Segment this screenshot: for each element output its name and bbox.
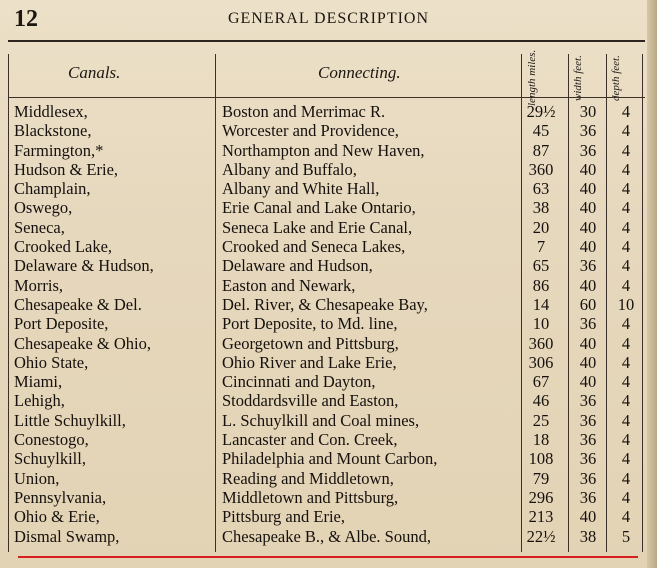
cell-depth: 4 bbox=[621, 314, 631, 334]
cell-width: 36 bbox=[579, 140, 597, 160]
canal-table-body bbox=[0, 102, 657, 546]
table-row bbox=[0, 121, 657, 140]
cell-width: 40 bbox=[579, 352, 597, 372]
cell-length: 360 bbox=[528, 159, 554, 179]
cell-connecting: Cincinnati and Dayton, bbox=[222, 372, 376, 392]
cell-connecting: Seneca Lake and Erie Canal, bbox=[222, 217, 413, 237]
cell-connecting: Ohio River and Lake Erie, bbox=[222, 352, 397, 372]
cell-connecting: Albany and White Hall, bbox=[222, 179, 380, 199]
column-header-width: width feet. bbox=[572, 55, 584, 101]
cell-connecting: Philadelphia and Mount Carbon, bbox=[222, 449, 438, 469]
cell-connecting: Port Deposite, to Md. line, bbox=[222, 314, 398, 334]
cell-connecting: Middletown and Pittsburg, bbox=[222, 487, 399, 507]
cell-connecting: Crooked and Seneca Lakes, bbox=[222, 237, 406, 257]
table-row bbox=[0, 372, 657, 391]
cell-width: 40 bbox=[579, 217, 597, 237]
red-underline bbox=[18, 556, 638, 558]
cell-connecting: Erie Canal and Lake Ontario, bbox=[222, 198, 416, 218]
cell-canal: Delaware & Hudson, bbox=[14, 256, 154, 276]
cell-depth: 4 bbox=[621, 159, 631, 179]
cell-depth: 5 bbox=[621, 526, 631, 546]
cell-connecting: Chesapeake B., & Albe. Sound, bbox=[222, 526, 431, 546]
cell-canal: Chesapeake & Del. bbox=[14, 294, 142, 314]
table-row bbox=[0, 256, 657, 275]
cell-canal: Seneca, bbox=[14, 217, 65, 237]
cell-depth: 4 bbox=[621, 237, 631, 257]
table-row bbox=[0, 160, 657, 179]
cell-canal: Miami, bbox=[14, 372, 63, 392]
cell-width: 36 bbox=[579, 468, 597, 488]
cell-canal: Oswego, bbox=[14, 198, 73, 218]
cell-length: 108 bbox=[528, 449, 554, 469]
cell-length: 10 bbox=[532, 314, 550, 334]
column-header-canals: Canals. bbox=[68, 63, 121, 82]
cell-width: 36 bbox=[579, 487, 597, 507]
cell-canal: Crooked Lake, bbox=[14, 237, 113, 257]
cell-depth: 4 bbox=[621, 449, 631, 469]
cell-length: 67 bbox=[532, 372, 550, 392]
cell-depth: 4 bbox=[621, 198, 631, 218]
column-header-rule bbox=[8, 97, 645, 98]
cell-canal: Ohio State, bbox=[14, 352, 89, 372]
cell-canal: Port Deposite, bbox=[14, 314, 109, 334]
cell-connecting: Del. River, & Chesapeake Bay, bbox=[222, 294, 428, 314]
cell-connecting: Easton and Newark, bbox=[222, 275, 356, 295]
page-edge bbox=[647, 0, 657, 568]
cell-depth: 4 bbox=[621, 410, 631, 430]
cell-length: 22½ bbox=[526, 526, 556, 546]
column-header-length: length miles. bbox=[526, 49, 538, 107]
cell-length: 213 bbox=[528, 507, 554, 527]
cell-width: 40 bbox=[579, 198, 597, 218]
cell-depth: 4 bbox=[621, 430, 631, 450]
cell-width: 60 bbox=[579, 294, 597, 314]
table-row bbox=[0, 353, 657, 372]
cell-length: 46 bbox=[532, 391, 550, 411]
table-row bbox=[0, 527, 657, 546]
table-row bbox=[0, 276, 657, 295]
table-row bbox=[0, 469, 657, 488]
cell-canal: Little Schuylkill, bbox=[14, 410, 126, 430]
cell-connecting: Lancaster and Con. Creek, bbox=[222, 430, 398, 450]
cell-width: 40 bbox=[579, 159, 597, 179]
cell-depth: 4 bbox=[621, 487, 631, 507]
cell-canal: Hudson & Erie, bbox=[14, 159, 119, 179]
cell-canal: Lehigh, bbox=[14, 391, 65, 411]
cell-length: 63 bbox=[532, 179, 550, 199]
cell-width: 40 bbox=[579, 333, 597, 353]
table-row bbox=[0, 411, 657, 430]
table-row bbox=[0, 334, 657, 353]
table-row bbox=[0, 295, 657, 314]
cell-length: 29½ bbox=[526, 102, 556, 121]
cell-width: 38 bbox=[579, 526, 597, 546]
cell-connecting: Delaware and Hudson, bbox=[222, 256, 373, 276]
cell-length: 7 bbox=[536, 237, 546, 257]
cell-width: 36 bbox=[579, 449, 597, 469]
cell-depth: 4 bbox=[621, 275, 631, 295]
cell-connecting: Albany and Buffalo, bbox=[222, 159, 357, 179]
cell-connecting: Northampton and New Haven, bbox=[222, 140, 425, 160]
cell-width: 40 bbox=[579, 372, 597, 392]
column-header-depth: depth feet. bbox=[610, 55, 622, 101]
cell-canal: Schuylkill, bbox=[14, 449, 86, 469]
cell-connecting: Reading and Middletown, bbox=[222, 468, 394, 488]
cell-width: 40 bbox=[579, 179, 597, 199]
cell-depth: 4 bbox=[621, 121, 631, 141]
cell-canal: Champlain, bbox=[14, 179, 91, 199]
table-row bbox=[0, 179, 657, 198]
table-row bbox=[0, 314, 657, 333]
table-row bbox=[0, 102, 657, 121]
cell-width: 40 bbox=[579, 507, 597, 527]
cell-length: 296 bbox=[528, 487, 554, 507]
cell-depth: 4 bbox=[621, 256, 631, 276]
cell-connecting: Georgetown and Pittsburg, bbox=[222, 333, 399, 353]
cell-length: 45 bbox=[532, 121, 550, 141]
cell-length: 38 bbox=[532, 198, 550, 218]
cell-connecting: Pittsburg and Erie, bbox=[222, 507, 345, 527]
table-row bbox=[0, 507, 657, 526]
cell-length: 87 bbox=[532, 140, 550, 160]
cell-canal: Pennsylvania, bbox=[14, 487, 107, 507]
cell-canal: Morris, bbox=[14, 275, 64, 295]
table-row bbox=[0, 488, 657, 507]
cell-depth: 4 bbox=[621, 352, 631, 372]
table-row bbox=[0, 449, 657, 468]
cell-connecting: Stoddardsville and Easton, bbox=[222, 391, 399, 411]
cell-width: 36 bbox=[579, 391, 597, 411]
cell-depth: 4 bbox=[621, 468, 631, 488]
column-header-connecting: Connecting. bbox=[318, 63, 401, 82]
cell-canal: Union, bbox=[14, 468, 60, 488]
cell-depth: 4 bbox=[621, 102, 631, 121]
cell-length: 14 bbox=[532, 294, 550, 314]
cell-depth: 4 bbox=[621, 140, 631, 160]
table-row bbox=[0, 391, 657, 410]
cell-canal: Farmington,* bbox=[14, 140, 104, 160]
cell-length: 65 bbox=[532, 256, 550, 276]
table-row bbox=[0, 141, 657, 160]
table-row bbox=[0, 198, 657, 217]
cell-connecting: Boston and Merrimac R. bbox=[222, 102, 386, 121]
table-row bbox=[0, 218, 657, 237]
cell-length: 86 bbox=[532, 275, 550, 295]
table-row bbox=[0, 430, 657, 449]
cell-length: 25 bbox=[532, 410, 550, 430]
cell-connecting: Worcester and Providence, bbox=[222, 121, 399, 141]
cell-canal: Middlesex, bbox=[14, 102, 88, 121]
cell-length: 20 bbox=[532, 217, 550, 237]
cell-connecting: L. Schuylkill and Coal mines, bbox=[222, 410, 420, 430]
cell-canal: Dismal Swamp, bbox=[14, 526, 120, 546]
cell-width: 36 bbox=[579, 314, 597, 334]
cell-width: 36 bbox=[579, 256, 597, 276]
cell-length: 306 bbox=[528, 352, 554, 372]
table-row bbox=[0, 237, 657, 256]
cell-width: 36 bbox=[579, 430, 597, 450]
cell-width: 30 bbox=[579, 102, 597, 121]
cell-width: 36 bbox=[579, 121, 597, 141]
cell-width: 36 bbox=[579, 410, 597, 430]
cell-depth: 4 bbox=[621, 217, 631, 237]
cell-depth: 4 bbox=[621, 372, 631, 392]
cell-depth: 4 bbox=[621, 179, 631, 199]
cell-canal: Blackstone, bbox=[14, 121, 92, 141]
cell-depth: 10 bbox=[617, 294, 635, 314]
cell-length: 79 bbox=[532, 468, 550, 488]
cell-length: 360 bbox=[528, 333, 554, 353]
cell-depth: 4 bbox=[621, 391, 631, 411]
cell-width: 40 bbox=[579, 275, 597, 295]
cell-canal: Conestogo, bbox=[14, 430, 89, 450]
cell-length: 18 bbox=[532, 430, 550, 450]
cell-depth: 4 bbox=[621, 507, 631, 527]
cell-depth: 4 bbox=[621, 333, 631, 353]
cell-canal: Ohio & Erie, bbox=[14, 507, 100, 527]
page-number: 12 bbox=[14, 6, 38, 32]
cell-width: 40 bbox=[579, 237, 597, 257]
cell-canal: Chesapeake & Ohio, bbox=[14, 333, 152, 353]
running-head: GENERAL DESCRIPTION bbox=[227, 10, 430, 27]
